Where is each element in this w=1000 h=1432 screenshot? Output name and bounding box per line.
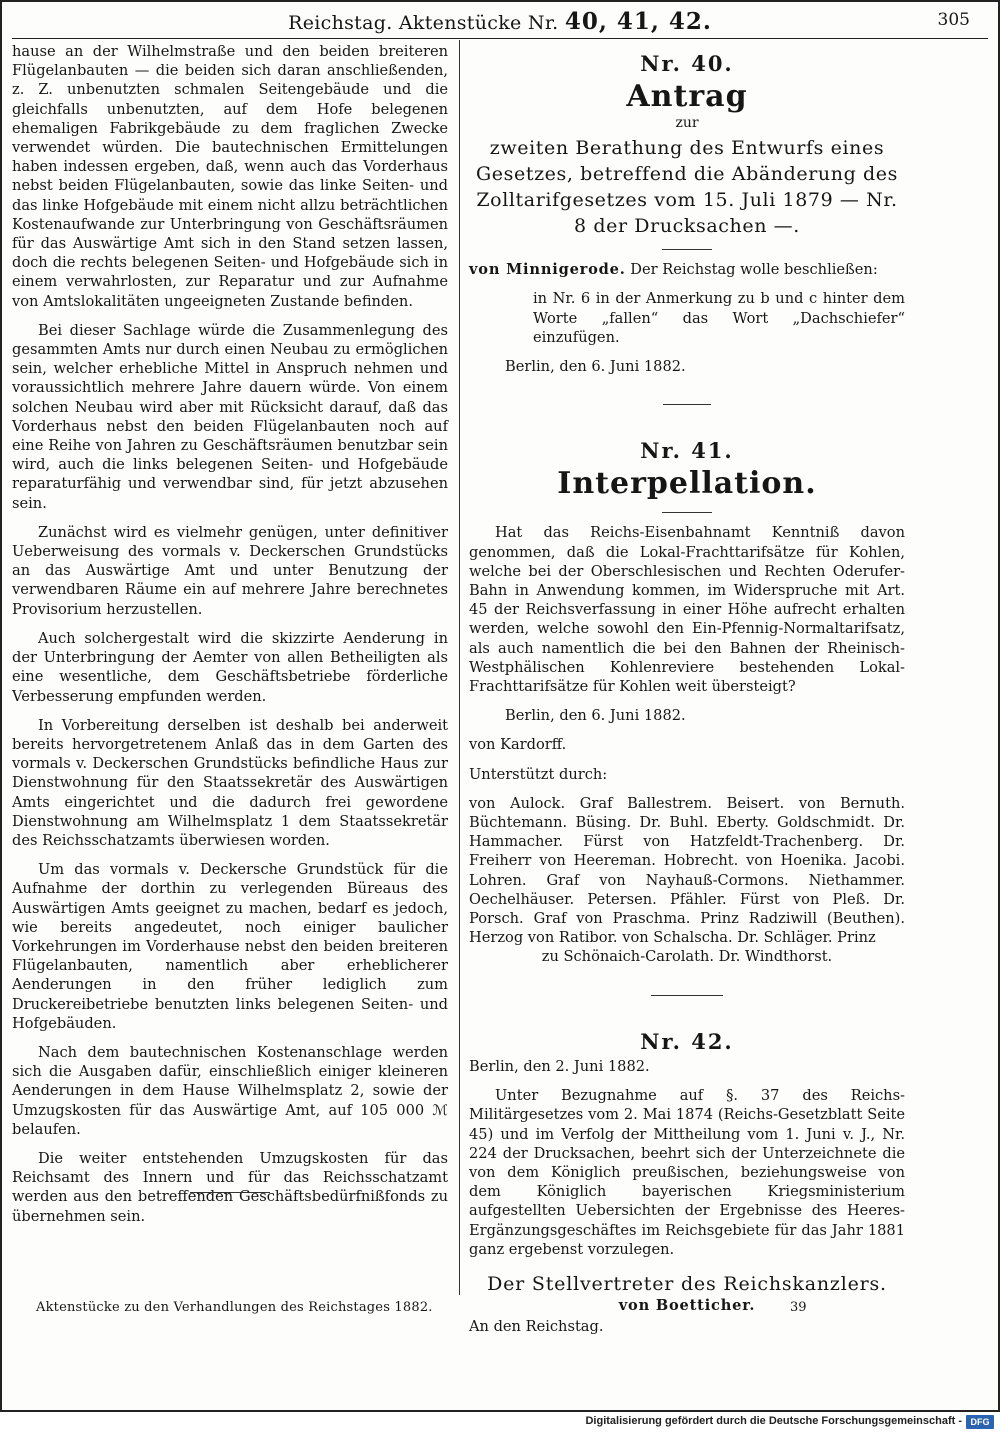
amendment-text: in Nr. 6 in der Anmerkung zu b und c hinter dem Worte „fallen“ das Wort „Dachschiefer“ einzufügen. bbox=[533, 290, 905, 346]
running-head-numbers: 40, 41, 42. bbox=[564, 8, 712, 35]
interpellation-body: Hat das Reichs-Eisenbahnamt Kenntniß davon genommen, daß die Lokal-Frachttarifsätze für Kohlen, welche bei der Oberschlesischen und Rechten Oderufer-Bahn in Anwendung kommen, im Widerspruche mit Art. 45 der Reichsverfassung in einer Höhe aufrecht erhalten werden, welche sowohl den Ein-Pfennig-Normaltarifsatz, als auch namentlich die bei den Bahnen der Rheinisch-Westphälischen Kohlenreviere bestehenden Lokal-Frachttarifsätze für Kohlen weit übersteigt? bbox=[469, 524, 905, 696]
signature-title: Der Stellvertreter des Reichskanzlers. bbox=[487, 1272, 887, 1295]
title-connector: zur bbox=[675, 115, 699, 132]
header-rule bbox=[12, 38, 988, 39]
document-title: Interpellation. bbox=[557, 466, 817, 502]
running-head bbox=[0, 6, 1000, 38]
paragraph: Die weiter entstehenden Umzugskosten für das Reichsamt des Innern und für das Reichsschatzamt werden aus den betreffenden Geschäftsbedürfnißfonds zu übernehmen sein. bbox=[12, 1149, 448, 1225]
short-rule bbox=[662, 512, 712, 513]
document-number: Nr. 42. bbox=[640, 1028, 734, 1054]
document-nr-42 bbox=[469, 1028, 905, 1337]
funding-note: Digitalisierung gefördert durch die Deutsche Forschungsgemeinschaft - bbox=[585, 1415, 962, 1427]
document-subject: zweiten Berathung des Entwurfs eines Gesetzes, betreffend die Abänderung des Zolltarifgesetzes vom 15. Juli 1879 — Nr. 8 der Drucksachen —. bbox=[476, 137, 898, 238]
running-head-prefix: Reichstag. Aktenstücke Nr. bbox=[288, 12, 559, 34]
right-column bbox=[469, 42, 905, 1347]
supporters-names: von Aulock. Graf Ballestrem. Beisert. von Bernuth. Büchtemann. Büsing. Dr. Buhl. Eberty. Goldschmidt. Dr. Hammacher. Fürst von Hatzfeldt-Trachenberg. Dr. Freiherr von Heereman. Hobrecht. von Hoenika. Jacobi. Lohren. Graf von Nayhauß-Cormons. Niethammer. Oechelhäuser. Petersen. Pfähler. Fürst von Pleß. Dr. Porsch. Graf von Praschma. Prinz Radziwill (Beuthen). Herzog von Ratibor. von Schalscha. Dr. Schläger. Prinz bbox=[469, 794, 905, 947]
column-divider bbox=[459, 40, 460, 1295]
motion-line bbox=[469, 260, 905, 279]
supporters-last-line: zu Schönaich-Carolath. Dr. Windthorst. bbox=[541, 948, 833, 966]
document-number: Nr. 40. bbox=[640, 51, 734, 76]
mover-name: von Minnigerode. bbox=[469, 261, 626, 279]
paragraph: Nach dem bautechnischen Kostenanschlage werden sich die Ausgaben dafür, einschließlich einiger kleineren Aenderungen in dem Hause Wilhelmsplatz 2, sowie der Umzugskosten für das Auswärtige Amt, auf 105 000 ℳ belaufen. bbox=[12, 1043, 448, 1138]
running-head-title bbox=[0, 8, 1000, 35]
funding-bar bbox=[0, 1412, 1000, 1432]
motion-text: Der Reichstag wolle beschließen: bbox=[630, 261, 878, 279]
paragraph: Auch solchergestalt wird die skizzirte Aenderung in der Unterbringung der Aemter von allen Betheiligten als eine wesentliche, dem Geschäftsbetriebe förderliche Verbesserung empfunden werden. bbox=[12, 629, 448, 705]
document-title: Antrag bbox=[626, 79, 748, 115]
column-end-rule bbox=[190, 1192, 270, 1193]
addressee: An den Reichstag. bbox=[469, 1318, 604, 1336]
supporters-list bbox=[469, 794, 905, 967]
short-rule bbox=[662, 249, 712, 250]
paragraph: Zunächst wird es vielmehr genügen, unter definitiver Ueberweisung des vormals v. Deckerschen Grundstücks an das Auswärtige Amt und unter Benutzung der verwendbaren Räume ein auf mehrere Jahre berechnetes Provisorium herzustellen. bbox=[12, 523, 448, 618]
document-number: Nr. 41. bbox=[640, 438, 734, 464]
document-nr-40 bbox=[469, 51, 905, 376]
document-nr-41 bbox=[469, 438, 905, 966]
footer-sheet-number: 39 bbox=[790, 1300, 807, 1315]
section-separator bbox=[663, 404, 711, 405]
signatory: von Kardorff. bbox=[469, 736, 567, 754]
date-line: Berlin, den 6. Juni 1882. bbox=[505, 707, 686, 725]
paragraph: Um das vormals v. Deckersche Grundstück für die Aufnahme der dorthin zu verlegenden Büreaus des Auswärtigen Amts geeignet zu machen, bedarf es jedoch, wie bereits angedeutet, noch einiger baulicher Vorkehrungen im Vorderhause nebst den beiden breiteren Flügelanbauten, namentlich aber erheblicherer Aenderungen in den früher lediglich zum Druckereibetriebe benutzten links belegenen Seiten- und Hofgebäuden. bbox=[12, 861, 448, 1032]
date-line: Berlin, den 6. Juni 1882. bbox=[505, 358, 686, 376]
footer-source: Aktenstücke zu den Verhandlungen des Reichstages 1882. bbox=[36, 1300, 433, 1315]
signature-name: von Boetticher. bbox=[618, 1297, 756, 1315]
left-column bbox=[12, 42, 448, 1236]
paragraph: Bei dieser Sachlage würde die Zusammenlegung des gesammten Amts nur durch einen Neubau zu ermöglichen sein, welcher erhebliche Mittel in Anspruch nehmen und voraussichtlich mehrere Jahre dauern würde. Von einem solchen Neubau wird aber mit Rücksicht darauf, daß das Vorderhaus nebst den beiden Flügelanbauten noch auf eine Reihe von Jahren zu Geschäftsräumen benutzbar sein wird, auch die links belegenen Seiten- und Hofgebäude reparaturfähig und verwendbar sind, für jetzt abzusehen sein. bbox=[12, 321, 448, 512]
dfg-logo-icon: DFG bbox=[966, 1415, 994, 1429]
page-number: 305 bbox=[937, 10, 970, 30]
date-line: Berlin, den 2. Juni 1882. bbox=[469, 1057, 650, 1075]
paragraph: hause an der Wilhelmstraße und den beiden breiteren Flügelanbauten — die beiden sich daran anschließenden, z. Z. unbenutzten schmalen Seitengebäude und die gleichfalls unbenutzten, auf dem Hofe belegenen ehemaligen Fabrikgebäude zu dem fraglichen Zwecke verwendet würden. Die bautechnischen Ermittelungen haben indessen ergeben, daß, wenn auch das Vorderhaus nebst beiden Flügelanbauten, sowie das linke Seiten- und das linke Hofgebäude mit einem nicht allzu beträchtlichen Kostenaufwande zur Unterbringung von Geschäftsräumen für das Auswärtige Amt sich in den Stand setzen lassen, doch die rechts belegenen Seiten- und Hofgebäude sich in einem verwahrlosten, zur Reparatur und zur Aufnahme von Amtslokalitäten ungeeigneten Zustande befinden. bbox=[12, 43, 448, 310]
section-separator bbox=[651, 995, 723, 996]
letter-body: Unter Bezugnahme auf §. 37 des Reichs-Militärgesetzes vom 2. Mai 1874 (Reichs-Gesetzblatt Seite 45) und im Verfolg der Mittheilung vom 1. Juni v. J., Nr. 224 der Drucksachen, beehrt sich der Unterzeichnete die von dem Königlich preußischen, beziehungsweise von dem Königlich bayerischen Kriegsministerium aufgestellten Uebersichten der Ergebnisse des Heeres-Ergänzungsgeschäftes im Reichsgebiete für das Jahr 1881 ganz ergebenst vorzulegen. bbox=[469, 1087, 905, 1258]
paragraph: In Vorbereitung derselben ist deshalb bei anderweit bereits hervorgetretenem Anlaß das in dem Garten des vormals v. Deckerschen Grundstücks befindliche Haus zur Dienstwohnung für den Staatssekretär des Auswärtigen Amts eingerichtet und die dadurch frei gewordene Dienstwohnung am Wilhelmsplatz 1 dem Staatssekretär des Reichsschatzamts überwiesen worden. bbox=[12, 716, 448, 849]
supported-by-label: Unterstützt durch: bbox=[469, 765, 608, 783]
